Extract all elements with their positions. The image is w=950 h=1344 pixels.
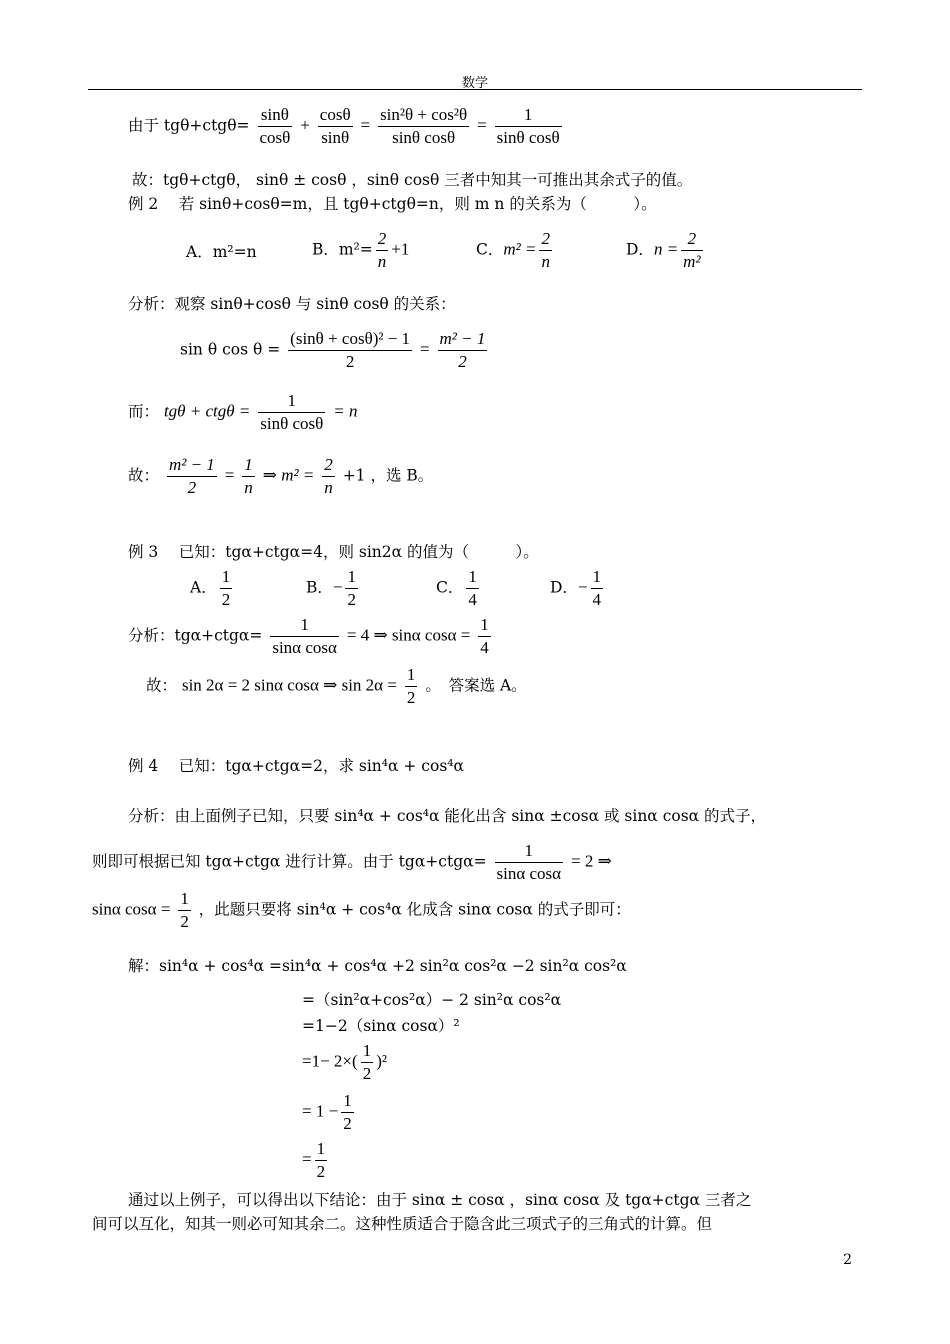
fraction: $\frac{1}{2}$ (180, 889, 189, 931)
fraction: $\frac{2}{n}$ (377, 229, 387, 271)
fraction: $\frac{1}{2}$ (406, 665, 416, 707)
fraction: $\frac{1}{4}$ (592, 567, 602, 609)
fraction: $\frac{2}{n}$ (541, 229, 550, 271)
solution-step: = 1 − $\frac{1}{2}$ (302, 1091, 352, 1133)
option-a: A．m²=n (186, 243, 257, 261)
option-d: D．− $\frac{1}{4}$ (550, 567, 602, 609)
fraction: $\frac{\text{m² − 1}}{2}$ (168, 455, 215, 497)
fraction: $\frac{1}{4}$ (480, 615, 489, 657)
fraction: $\frac{1}{\text{sinα cosα}}$ (272, 615, 337, 657)
fraction: $\frac{1}{2}$ (316, 1139, 326, 1181)
fraction: $\frac{1}{n}$ (244, 455, 253, 497)
analysis-line: 分析：观察 sinθ+cosθ 与 sinθ cosθ 的关系： (128, 295, 456, 313)
conclusion-line: 故：tgθ+ctgθ， sinθ ± cosθ ，sinθ cosθ 三者中知其一可推出其余式子的值。 (132, 171, 693, 189)
line-identity: 由于 tgθ+ctgθ= $\frac{\sin\theta}{\cos\theta}$ + $\frac{\cos\theta}{\sin\theta}$ = $\frac{\text{sin²θ + cos²θ}}{\text{sinθ cosθ}}$ = $\frac{1}{\text{sinθ cosθ}}$ (128, 105, 560, 147)
fraction: $\frac{1}{\text{sinθ cosθ}}$ (496, 105, 560, 147)
option-b: B．− $\frac{1}{2}$ (306, 567, 356, 609)
solution-step: =1− 2×( $\frac{1}{2}$ )² (302, 1041, 387, 1083)
solution-step: = $\frac{1}{2}$ (302, 1139, 326, 1181)
solution-line: 解：sin⁴α + cos⁴α =sin⁴α + cos⁴α +2 sin²α cos²α −2 sin²α cos²α (128, 957, 627, 975)
fraction: $\frac{\cos\theta}{\sin\theta}$ (319, 105, 351, 147)
fraction: $\frac{1}{2}$ (221, 567, 231, 609)
example-4-question: 例 4 已知：tgα+ctgα=2，求 sin⁴α + cos⁴α (128, 757, 464, 775)
equation-line: 故： $\frac{\text{m² − 1}}{2}$ = $\frac{1}{n}$ ⇒ m² = $\frac{2}{n}$ +1 ，选 B。 (128, 455, 434, 497)
solution-step: =（sin²α+cos²α）− 2 sin²α cos²α (302, 991, 562, 1009)
example-2-question: 例 2 若 sinθ+cosθ=m，且 tgθ+ctgθ=n，则 m n 的关系为（ ）。 (128, 195, 657, 213)
fraction: $\frac{2}{\text{m²}}$ (683, 229, 701, 271)
equation-line: sinα cosα = $\frac{1}{2}$ ，此题只要将 sin⁴α + cos⁴α 化成含 sinα cosα 的式子即可： (92, 889, 631, 931)
fraction: $\frac{1}{4}$ (468, 567, 477, 609)
summary-line: 间可以互化，知其一则必可知其余二。这种性质适合于隐含此三项式子的三角式的计算。但 (92, 1215, 713, 1233)
option-b: B．m²= $\frac{2}{n}$ +1 (312, 229, 410, 271)
equation-line: 则即可根据已知 tgα+ctgα 进行计算。由于 tgα+ctgα= $\frac{1}{\text{sinα cosα}}$ = 2 ⇒ (92, 841, 612, 883)
fraction: $\frac{1}{2}$ (347, 567, 356, 609)
fraction: $\frac{1}{\text{sinθ cosθ}}$ (260, 391, 324, 433)
solution-step: =1−2（sinα cosα）² (302, 1017, 460, 1035)
equation-line: 而： tgθ + ctgθ = $\frac{1}{\text{sinθ cosθ}}$ = n (128, 391, 358, 433)
page-number: 2 (843, 1252, 852, 1268)
equation-line: 故： sin 2α = 2 sinα cosα ⇒ sin 2α = $\frac{1}{2}$ 。 答案选 A。 (146, 665, 527, 707)
option-a: A． $\frac{1}{2}$ (190, 567, 231, 609)
example-3-question: 例 3 已知：tgα+ctgα=4，则 sin2α 的值为（ ）。 (128, 543, 539, 561)
analysis-line: 分析：由上面例子已知，只要 sin⁴α + cos⁴α 能化出含 sinα ±cosα 或 sinα cosα 的式子， (128, 807, 767, 825)
identity-prefix: 由于 tgθ+ctgθ= (128, 116, 250, 135)
fraction: $\frac{\text{sin²θ + cos²θ}}{\text{sinθ cosθ}}$ (380, 105, 468, 147)
fraction: $\frac{1}{\text{sinα cosα}}$ (496, 841, 562, 883)
fraction: $\frac{\text{(sinθ + cosθ)² − 1}}{2}$ (290, 329, 411, 371)
fraction: $\frac{1}{2}$ (362, 1041, 372, 1083)
equation-line: sin θ cos θ = $\frac{\text{(sinθ + cosθ)² − 1}}{2}$ = $\frac{\text{m² − 1}}{2}$ (180, 329, 486, 371)
fraction: $\frac{\text{m² − 1}}{2}$ (439, 329, 486, 371)
header-rule (88, 89, 862, 90)
page-header-title: 数学 (461, 76, 488, 91)
summary-line: 通过以上例子，可以得出以下结论：由于 sinα ± cosα ，sinα cosα 及 tgα+ctgα 三者之 (128, 1191, 752, 1209)
fraction: $\frac{2}{n}$ (324, 455, 333, 497)
equation-line: 分析：tgα+ctgα= $\frac{1}{\text{sinα cosα}}$ = 4 ⇒ sinα cosα = $\frac{1}{4}$ (128, 615, 489, 657)
fraction: $\frac{\sin\theta}{\cos\theta}$ (259, 105, 291, 147)
option-d: D．n = $\frac{2}{\text{m²}}$ (626, 229, 701, 271)
option-c: C．m² = $\frac{2}{n}$ (476, 229, 550, 271)
option-c: C． $\frac{1}{4}$ (436, 567, 477, 609)
fraction: $\frac{1}{2}$ (343, 1091, 352, 1133)
